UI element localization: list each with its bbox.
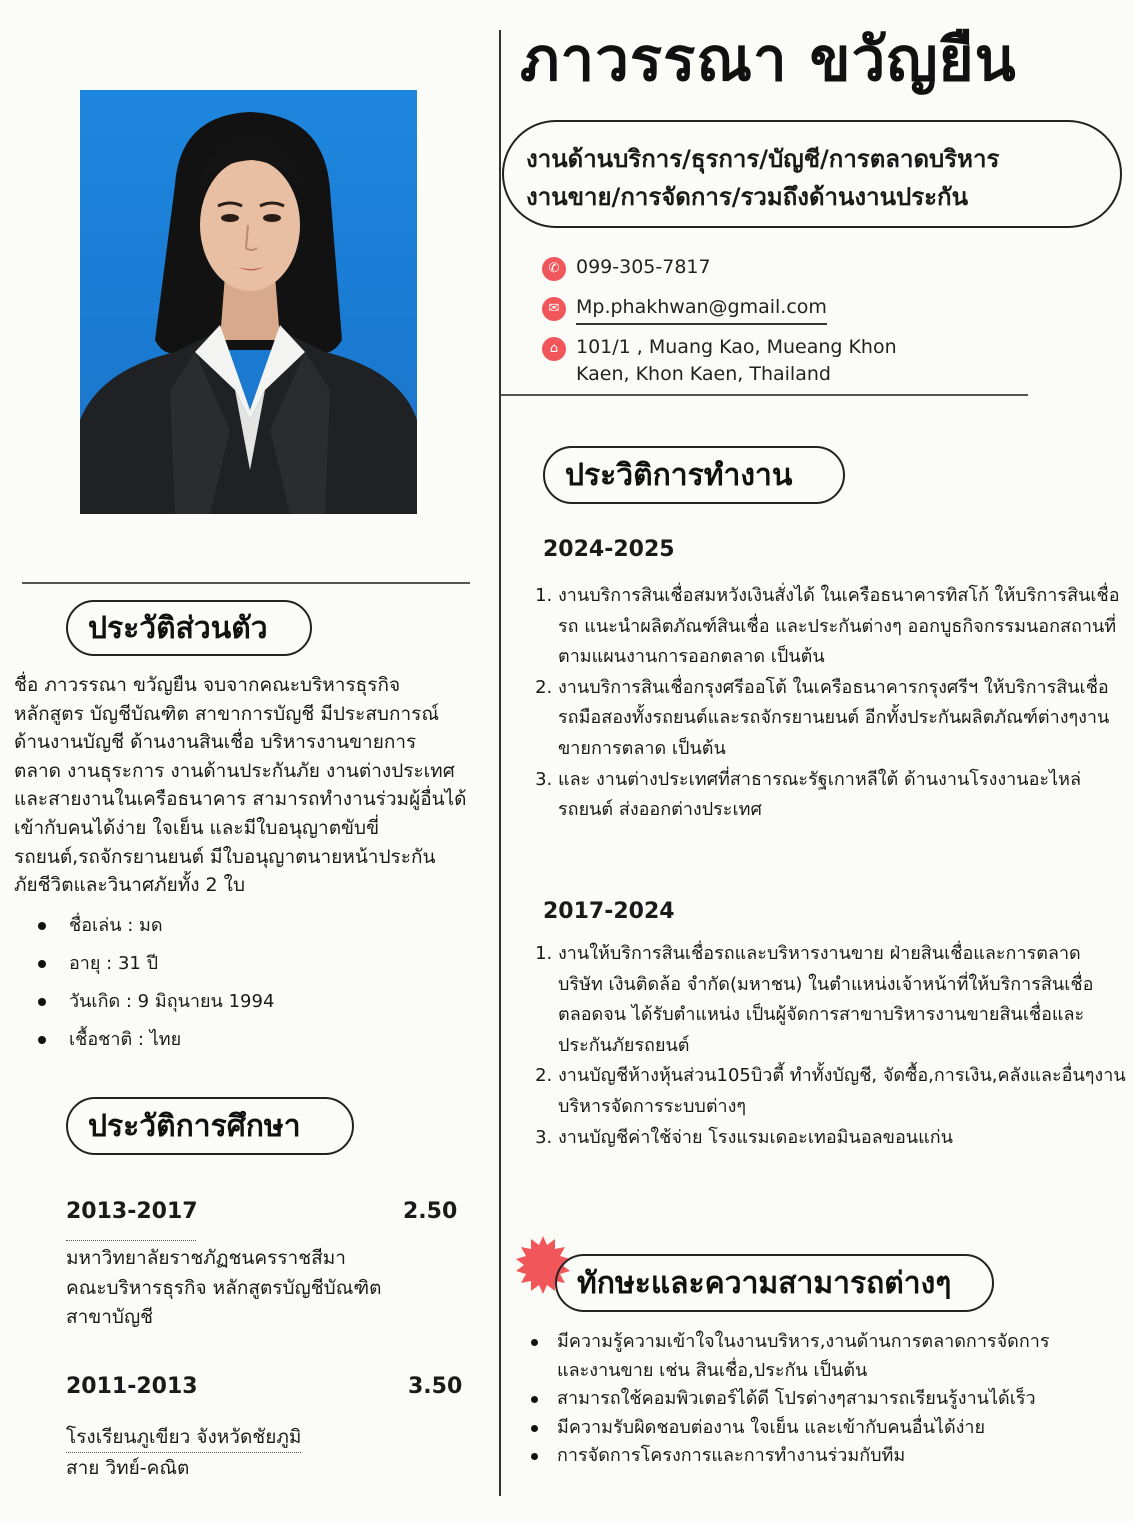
profile-photo [80, 90, 417, 514]
home-icon: ⌂ [542, 337, 566, 361]
education-line: มหาวิทยาลัยราชภัฏชนครราชสีมา [66, 1247, 346, 1269]
personal-heading: ประวัติส่วนตัว [66, 600, 312, 656]
work-list [542, 939, 1128, 1153]
education-line: สาขาบัญชี [66, 1306, 154, 1328]
job-title-box [502, 120, 1122, 228]
fact-birthday: วันเกิด : 9 มิถุนายน 1994 [14, 983, 414, 1021]
bio-line: ตลาด งานธุระการ งานด้านประกันภัย งานต่างประเทศ [14, 759, 455, 782]
job-title-line-2: งานขาย/การจัดการ/รวมถึงด้านงานประกัน [526, 183, 968, 211]
job-title-line-1: งานด้านบริการ/ธุรการ/บัญชี/การตลาดบริหาร [526, 145, 1000, 173]
contact-divider [501, 394, 1028, 396]
dotted-separator [66, 1240, 196, 1241]
work-years: 2024-2025 [543, 537, 675, 562]
bio-line: รถยนต์,รถจักรยานยนต์ มีใบอนุญาตนายหน้าประกัน [14, 845, 436, 868]
work-item: 2. งานบริการสินเชื่อกรุงศรีออโต้ ในเครือธนาคารกรุงศรีฯ ให้บริการสินเชื่อรถมือสองทั้งรถยนต์และรถจักรยานยนต์ อีกทั้งประกันผลิตภัณฑ์ต่างๆงานขายการตลาด เป็นต้น [558, 673, 1128, 765]
bio-line: หลักสูตร บัญชีบัณฑิต สาขาการบัญชี มีประสบการณ์ [14, 702, 439, 725]
work-years: 2017-2024 [543, 899, 675, 924]
education-heading: ประวัติการศึกษา [66, 1097, 354, 1155]
work-item: 2. งานบัญชีห้างหุ้นส่วน105บิวตี้ ทำทั้งบัญชี, จัดซื้อ,การเงิน,คลังและอื่นๆงานบริหารจัดการระบบต่างๆ [558, 1061, 1128, 1122]
left-section-divider [22, 582, 470, 584]
skills-list [527, 1328, 1087, 1471]
bio-line: ชื่อ ภาวรรณา ขวัญยืน จบจากคณะบริหารธุรกิจ [14, 674, 401, 696]
skill-item: การจัดการโครงการและการทำงานร่วมกับทีม [527, 1442, 1087, 1471]
portrait-image [80, 90, 417, 514]
education-details [66, 1244, 466, 1333]
email-address[interactable]: Mp.phakhwan@gmail.com [576, 294, 827, 325]
fact-nationality: เชื้อชาติ : ไทย [14, 1021, 414, 1059]
fact-age: อายุ : 31 ปี [14, 945, 414, 983]
work-item: 3. งานบัญชีค่าใช้จ่าย โรงแรมเดอะเทอมินอลขอนแก่น [558, 1123, 1128, 1154]
phone-icon: ✆ [542, 257, 566, 281]
skills-heading: ทักษะและความสามารถต่างๆ [555, 1254, 994, 1312]
skill-item: มีความรับผิดชอบต่องาน ใจเย็น และเข้ากับคนอื่นได้ง่าย [527, 1414, 1087, 1443]
fact-nickname: ชื่อเล่น : มด [14, 907, 414, 945]
work-item: 1. งานบริการสินเชื่อสมหวังเงินสั่งได้ ในเครือธนาคารทิสโก้ ให้บริการสินเชื่อรถ แนะนำผลิตภัณฑ์สินเชื่อ และประกันต่างๆ ออกบูธกิจกรรมนอกสถานที่ตามแผนงานการออกตลาด เป็นต้น [558, 581, 1128, 673]
education-details [66, 1422, 466, 1483]
education-years: 2011-2013 [66, 1374, 198, 1399]
address-line-1: 101/1 , Muang Kao, Mueang Khon [576, 336, 897, 358]
mail-icon: ✉ [542, 297, 566, 321]
work-list [542, 581, 1128, 826]
address-line-2: Kaen, Khon Kaen, Thailand [576, 363, 831, 385]
education-years: 2013-2017 [66, 1199, 198, 1224]
bio-line: และสายงานในเครือธนาคาร สามารถทำงานร่วมผู้อื่นได้ [14, 788, 467, 811]
skill-item: สามารถใช้คอมพิวเตอร์ได้ดี โปรต่างๆสามารถเรียนรู้งานได้เร็ว [527, 1385, 1087, 1414]
education-line: สาย วิทย์-คณิต [66, 1457, 190, 1479]
bio-line: เข้ากับคนได้ง่าย ใจเย็น และมีใบอนุญาตขับขี่ [14, 816, 380, 839]
skill-item: มีความรู้ความเข้าใจในงานบริหาร,งานด้านการตลาดการจัดการ และงานขาย เช่น สินเชื่อ,ประกัน เป็นต้น [527, 1328, 1087, 1385]
full-name: ภาวรรณา ขวัญยืน [520, 25, 1017, 95]
education-gpa: 2.50 [403, 1199, 458, 1224]
column-divider [499, 30, 501, 1496]
phone-number[interactable]: 099-305-7817 [576, 256, 711, 278]
bio-line: ด้านงานบัญชี ด้านงานสินเชื่อ บริหารงานขายการ [14, 731, 417, 754]
personal-bio [14, 671, 494, 900]
work-heading: ประวิติการทำงาน [543, 446, 845, 504]
work-item: 1. งานให้บริการสินเชื่อรถและบริหารงานขาย ฝ่ายสินเชื่อและการตลาด บริษัท เงินติดล้อ จำกัด(มหาชน) ในตำแหน่งเจ้าหน้าที่ให้บริการสินเชื่อตลอดจน ได้รับตำแหน่ง เป็นผู้จัดการสาขาบริหารงานขายสินเชื่อและประกันภัยรถยนต์ [558, 939, 1128, 1061]
work-item: 3. และ งานต่างประเทศที่สาธารณะรัฐเกาหลีใต้ ด้านงานโรงงานอะไหล่รถยนต์ ส่งออกต่างประเทศ [558, 765, 1128, 826]
education-gpa: 3.50 [408, 1374, 463, 1399]
personal-facts [14, 907, 414, 1059]
education-line: โรงเรียนภูเขียว จังหวัดชัยภูมิ [66, 1422, 301, 1453]
education-line: คณะบริหารธุรกิจ หลักสูตรบัญชีบัณฑิต [66, 1276, 382, 1299]
bio-line: ภัยชีวิตและวินาศภัยทั้ง 2 ใบ [14, 874, 246, 897]
